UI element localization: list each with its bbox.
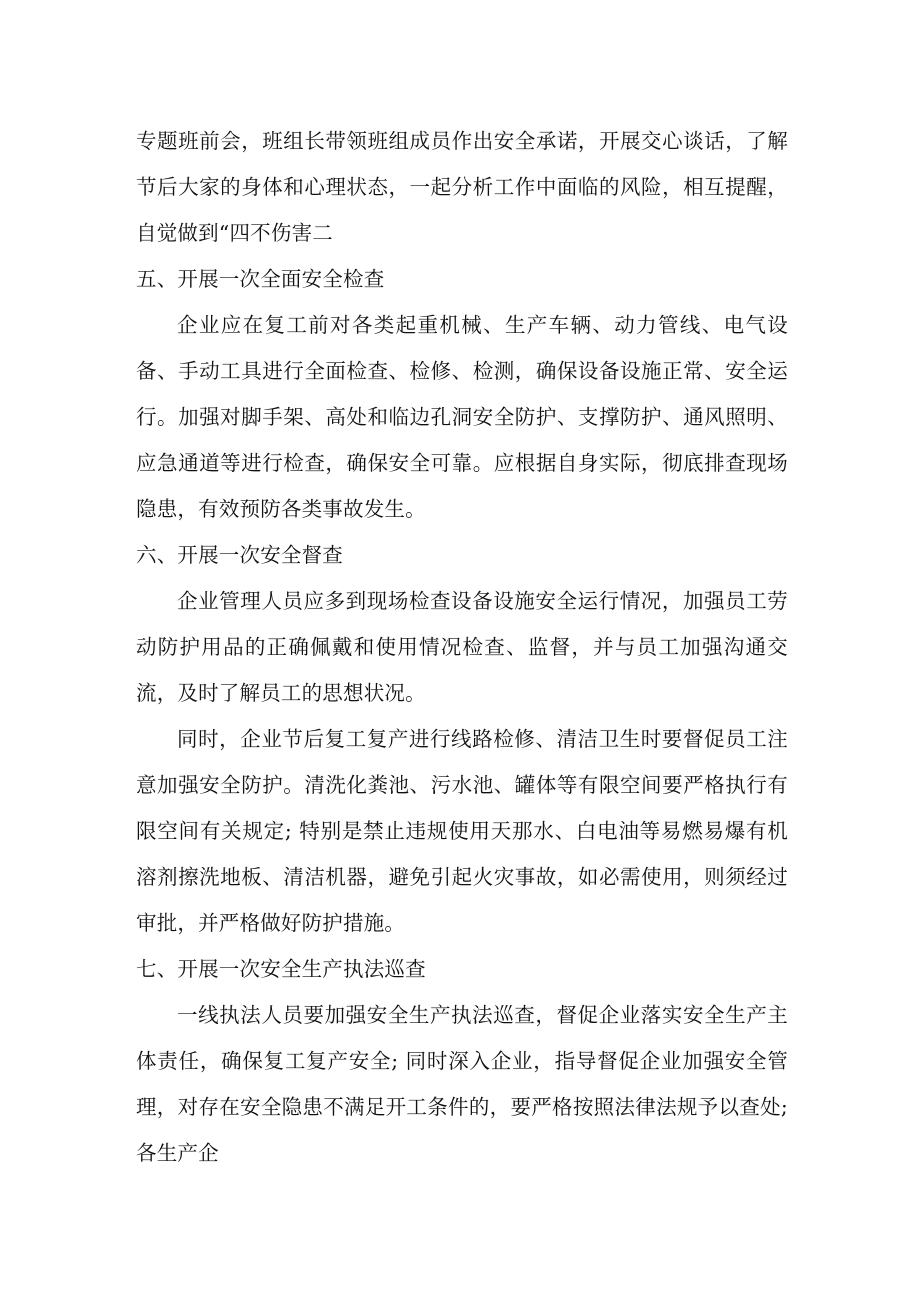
paragraph-section-7: 一线执法人员要加强安全生产执法巡查，督促企业落实安全生产主体责任，确保复工复产安全; 同时深入企业，指导督促企业加强安全管理，对存在安全隐患不满足开工条件的，要严格按照法律法规予以查处; 各生产企	[136, 1003, 788, 1165]
section-heading-6: 六、开展一次安全督查	[136, 543, 343, 567]
paragraph-intro-continued: 专题班前会，班组长带领班组成员作出安全承诺，开展交心谈话，了解节后大家的身体和心理状态，一起分析工作中面临的风险，相互提醒，自觉做到“四不伤害二	[136, 129, 788, 245]
paragraph-section-5: 企业应在复工前对各类起重机械、生产车辆、动力管线、电气设备、手动工具进行全面检查、检修、检测，确保设备设施正常、安全运行。加强对脚手架、高处和临边孔洞安全防护、支撑防护、通风照明、应急通道等进行检查，确保安全可靠。应根据自身实际，彻底排查现场隐患，有效预防各类事故发生。	[136, 313, 788, 521]
section-heading-7: 七、开展一次安全生产执法巡查	[136, 957, 426, 981]
paragraph-section-6-a: 企业管理人员应多到现场检查设备设施安全运行情况，加强员工劳动防护用品的正确佩戴和使用情况检查、监督，并与员工加强沟通交流，及时了解员工的思想状况。	[136, 589, 788, 705]
section-heading-5: 五、开展一次全面安全检查	[136, 267, 385, 291]
paragraph-section-6-b: 同时，企业节后复工复产进行线路检修、清洁卫生时要督促员工注意加强安全防护。清洗化粪池、污水池、罐体等有限空间要严格执行有限空间有关规定; 特别是禁止违规使用天那水、白电油等易燃易爆有机溶剂擦洗地板、清洁机器，避免引起火灾事故，如必需使用，则须经过审批，并严格做好防护措施。	[136, 727, 788, 935]
document-body	[136, 118, 788, 1176]
